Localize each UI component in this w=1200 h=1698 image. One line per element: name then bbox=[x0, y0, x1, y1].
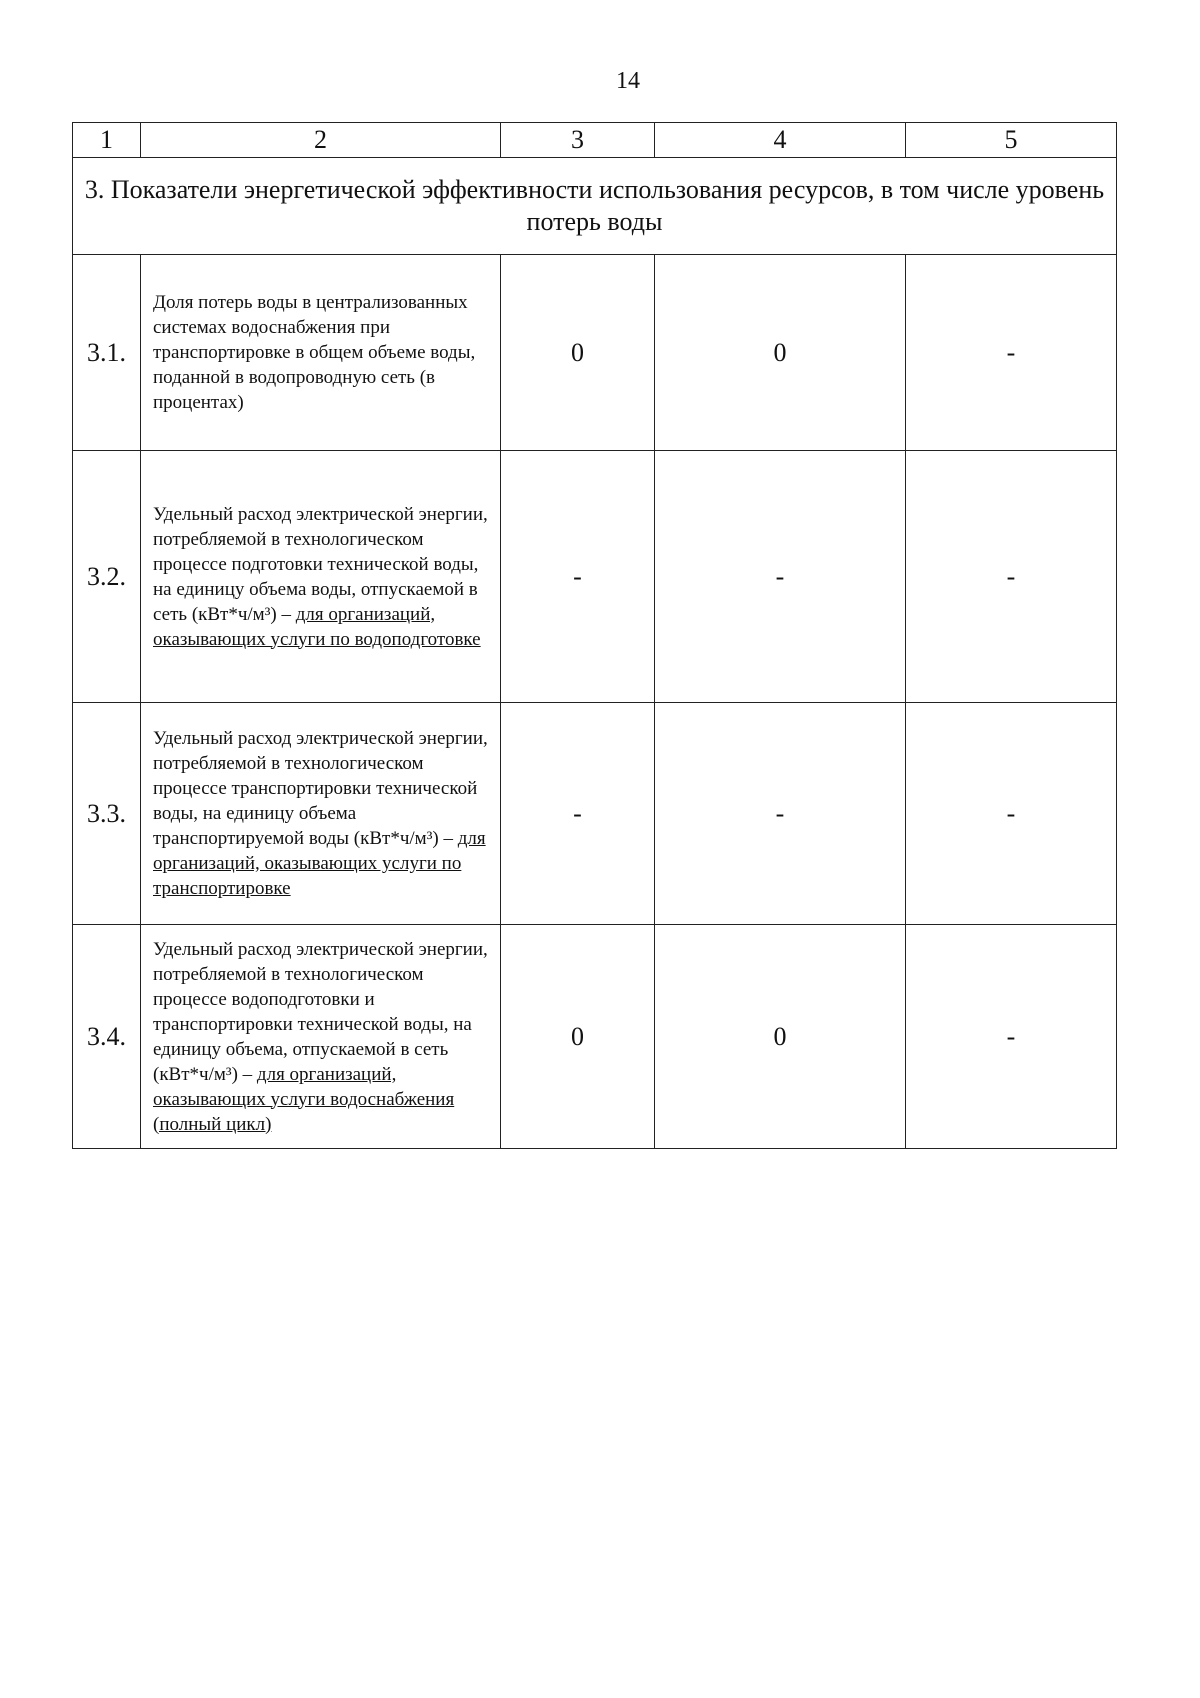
value-col3: 0 bbox=[501, 925, 655, 1149]
row-description bbox=[141, 451, 501, 703]
description-text: Удельный расход электрической энергии, потребляемой в технологическом процессе водоподготовки и транспортировки технической воды, на единицу объема, отпускаемой в сеть (кВт*ч/м³) – bbox=[153, 938, 488, 1085]
value-col3: 0 bbox=[501, 255, 655, 451]
row-number: 3.3. bbox=[73, 703, 141, 925]
row-description bbox=[141, 255, 501, 451]
value-col4: 0 bbox=[655, 925, 906, 1149]
header-cell: 5 bbox=[906, 123, 1117, 158]
header-row bbox=[73, 123, 1117, 158]
section-title: 3. Показатели энергетической эффективности использования ресурсов, в том числе уровень потерь воды bbox=[73, 158, 1117, 255]
value-col4: 0 bbox=[655, 255, 906, 451]
value-col3: - bbox=[501, 703, 655, 925]
table-row bbox=[73, 925, 1117, 1149]
page-number: 14 bbox=[616, 68, 640, 94]
row-description bbox=[141, 703, 501, 925]
row-number: 3.1. bbox=[73, 255, 141, 451]
section-row bbox=[73, 158, 1117, 255]
header-cell: 2 bbox=[141, 123, 501, 158]
value-col5: - bbox=[906, 925, 1117, 1149]
indicators-table bbox=[72, 122, 1117, 1149]
value-col4: - bbox=[655, 451, 906, 703]
header-cell: 1 bbox=[73, 123, 141, 158]
table-row bbox=[73, 255, 1117, 451]
value-col5: - bbox=[906, 703, 1117, 925]
header-cell: 3 bbox=[501, 123, 655, 158]
row-number: 3.2. bbox=[73, 451, 141, 703]
description-text: Доля потерь воды в централизованных системах водоснабжения при транспортировке в общем объеме воды, поданной в водопроводную сеть (в процентах) bbox=[153, 292, 476, 413]
row-number: 3.4. bbox=[73, 925, 141, 1149]
value-col5: - bbox=[906, 451, 1117, 703]
row-description bbox=[141, 925, 501, 1149]
description-text: Удельный расход электрической энергии, потребляемой в технологическом процессе транспортировки технической воды, на единицу объема транспортируемой воды (кВт*ч/м³) – bbox=[153, 728, 488, 849]
value-col5: - bbox=[906, 255, 1117, 451]
value-col3: - bbox=[501, 451, 655, 703]
table-row bbox=[73, 451, 1117, 703]
description-underlined: для организаций, оказывающих услуги водоснабжения (полный цикл) bbox=[153, 1063, 455, 1135]
description-underlined: для организаций, оказывающих услуги по водоподготовке bbox=[153, 603, 481, 650]
description-text: Удельный расход электрической энергии, потребляемой в технологическом процессе подготовки технической воды, на единицу объема воды, отпускаемой в сеть (кВт*ч/м³) – bbox=[153, 503, 488, 625]
header-cell: 4 bbox=[655, 123, 906, 158]
value-col4: - bbox=[655, 703, 906, 925]
description-underlined: для организаций, оказывающих услуги по транспортировке bbox=[153, 828, 486, 899]
table-row bbox=[73, 703, 1117, 925]
